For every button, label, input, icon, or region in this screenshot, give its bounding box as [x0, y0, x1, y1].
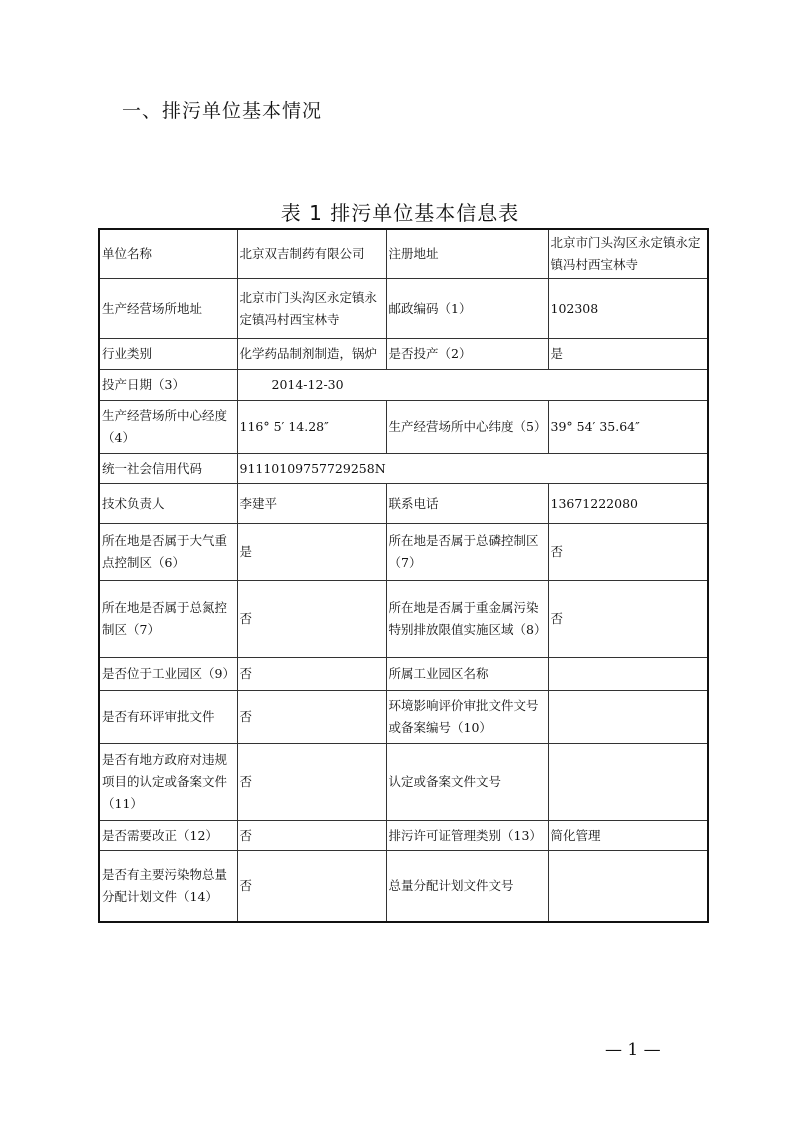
- field-value: 102308: [548, 279, 708, 339]
- field-value: [548, 691, 708, 744]
- table-row: [99, 821, 708, 851]
- field-label: 所在地是否属于总氮控制区（7）: [99, 581, 237, 658]
- field-value: 否: [237, 851, 386, 922]
- table-row: [99, 524, 708, 581]
- table-row: [99, 339, 708, 370]
- basic-info-table: [98, 228, 709, 923]
- field-value: 116° 5′ 14.28″: [237, 401, 386, 454]
- field-value: 13671222080: [548, 484, 708, 524]
- table-row: [99, 484, 708, 524]
- field-label: 是否有主要污染物总量分配计划文件（14）: [99, 851, 237, 922]
- field-label: 是否有环评审批文件: [99, 691, 237, 744]
- field-label: 技术负责人: [99, 484, 237, 524]
- field-value: 李建平: [237, 484, 386, 524]
- field-value: 是: [237, 524, 386, 581]
- field-value: 否: [237, 744, 386, 821]
- table-row: [99, 229, 708, 279]
- field-value: 化学药品制剂制造，锅炉: [237, 339, 386, 370]
- field-label: 联系电话: [386, 484, 548, 524]
- field-label: 所在地是否属于总磷控制区（7）: [386, 524, 548, 581]
- table-row: [99, 370, 708, 401]
- field-label: 所在地是否属于重金属污染特别排放限值实施区域（8）: [386, 581, 548, 658]
- field-value: 简化管理: [548, 821, 708, 851]
- field-label: 是否投产（2）: [386, 339, 548, 370]
- field-value: 2014-12-30: [237, 370, 708, 401]
- table-row: [99, 581, 708, 658]
- field-value: 北京双吉制药有限公司: [237, 229, 386, 279]
- field-value: 北京市门头沟区永定镇永定镇冯村西宝林寺: [548, 229, 708, 279]
- field-value: 否: [548, 581, 708, 658]
- field-value: 北京市门头沟区永定镇永定镇冯村西宝林寺: [237, 279, 386, 339]
- field-value: 否: [237, 658, 386, 691]
- table-row: [99, 454, 708, 484]
- field-label: 是否位于工业园区（9）: [99, 658, 237, 691]
- field-label: 认定或备案文件文号: [386, 744, 548, 821]
- page-number: — 1 —: [605, 1040, 661, 1060]
- field-value: 否: [237, 691, 386, 744]
- field-label: 邮政编码（1）: [386, 279, 548, 339]
- field-label: 注册地址: [386, 229, 548, 279]
- field-label: 是否需要改正（12）: [99, 821, 237, 851]
- table-row: [99, 691, 708, 744]
- table-row: [99, 279, 708, 339]
- field-label: 所在地是否属于大气重点控制区（6）: [99, 524, 237, 581]
- field-label: 是否有地方政府对违规项目的认定或备案文件（11）: [99, 744, 237, 821]
- field-label: 总量分配计划文件文号: [386, 851, 548, 922]
- table-row: [99, 658, 708, 691]
- field-label: 环境影响评价审批文件文号或备案编号（10）: [386, 691, 548, 744]
- field-value: 91110109757729258N: [237, 454, 708, 484]
- field-label: 生产经营场所地址: [99, 279, 237, 339]
- table-row: [99, 744, 708, 821]
- field-value: 39° 54′ 35.64″: [548, 401, 708, 454]
- field-label: 单位名称: [99, 229, 237, 279]
- field-label: 统一社会信用代码: [99, 454, 237, 484]
- field-value: 是: [548, 339, 708, 370]
- field-label: 投产日期（3）: [99, 370, 237, 401]
- field-label: 生产经营场所中心纬度（5）: [386, 401, 548, 454]
- table-row: [99, 851, 708, 922]
- field-value: 否: [237, 821, 386, 851]
- field-label: 排污许可证管理类别（13）: [386, 821, 548, 851]
- field-value: [548, 658, 708, 691]
- table-title: 表 1 排污单位基本信息表: [280, 201, 520, 225]
- field-value: 否: [548, 524, 708, 581]
- field-label: 行业类别: [99, 339, 237, 370]
- field-value: [548, 851, 708, 922]
- field-label: 所属工业园区名称: [386, 658, 548, 691]
- field-value: [548, 744, 708, 821]
- field-label: 生产经营场所中心经度（4）: [99, 401, 237, 454]
- section-heading: 一、排污单位基本情况: [122, 100, 323, 122]
- field-value: 否: [237, 581, 386, 658]
- table-row: [99, 401, 708, 454]
